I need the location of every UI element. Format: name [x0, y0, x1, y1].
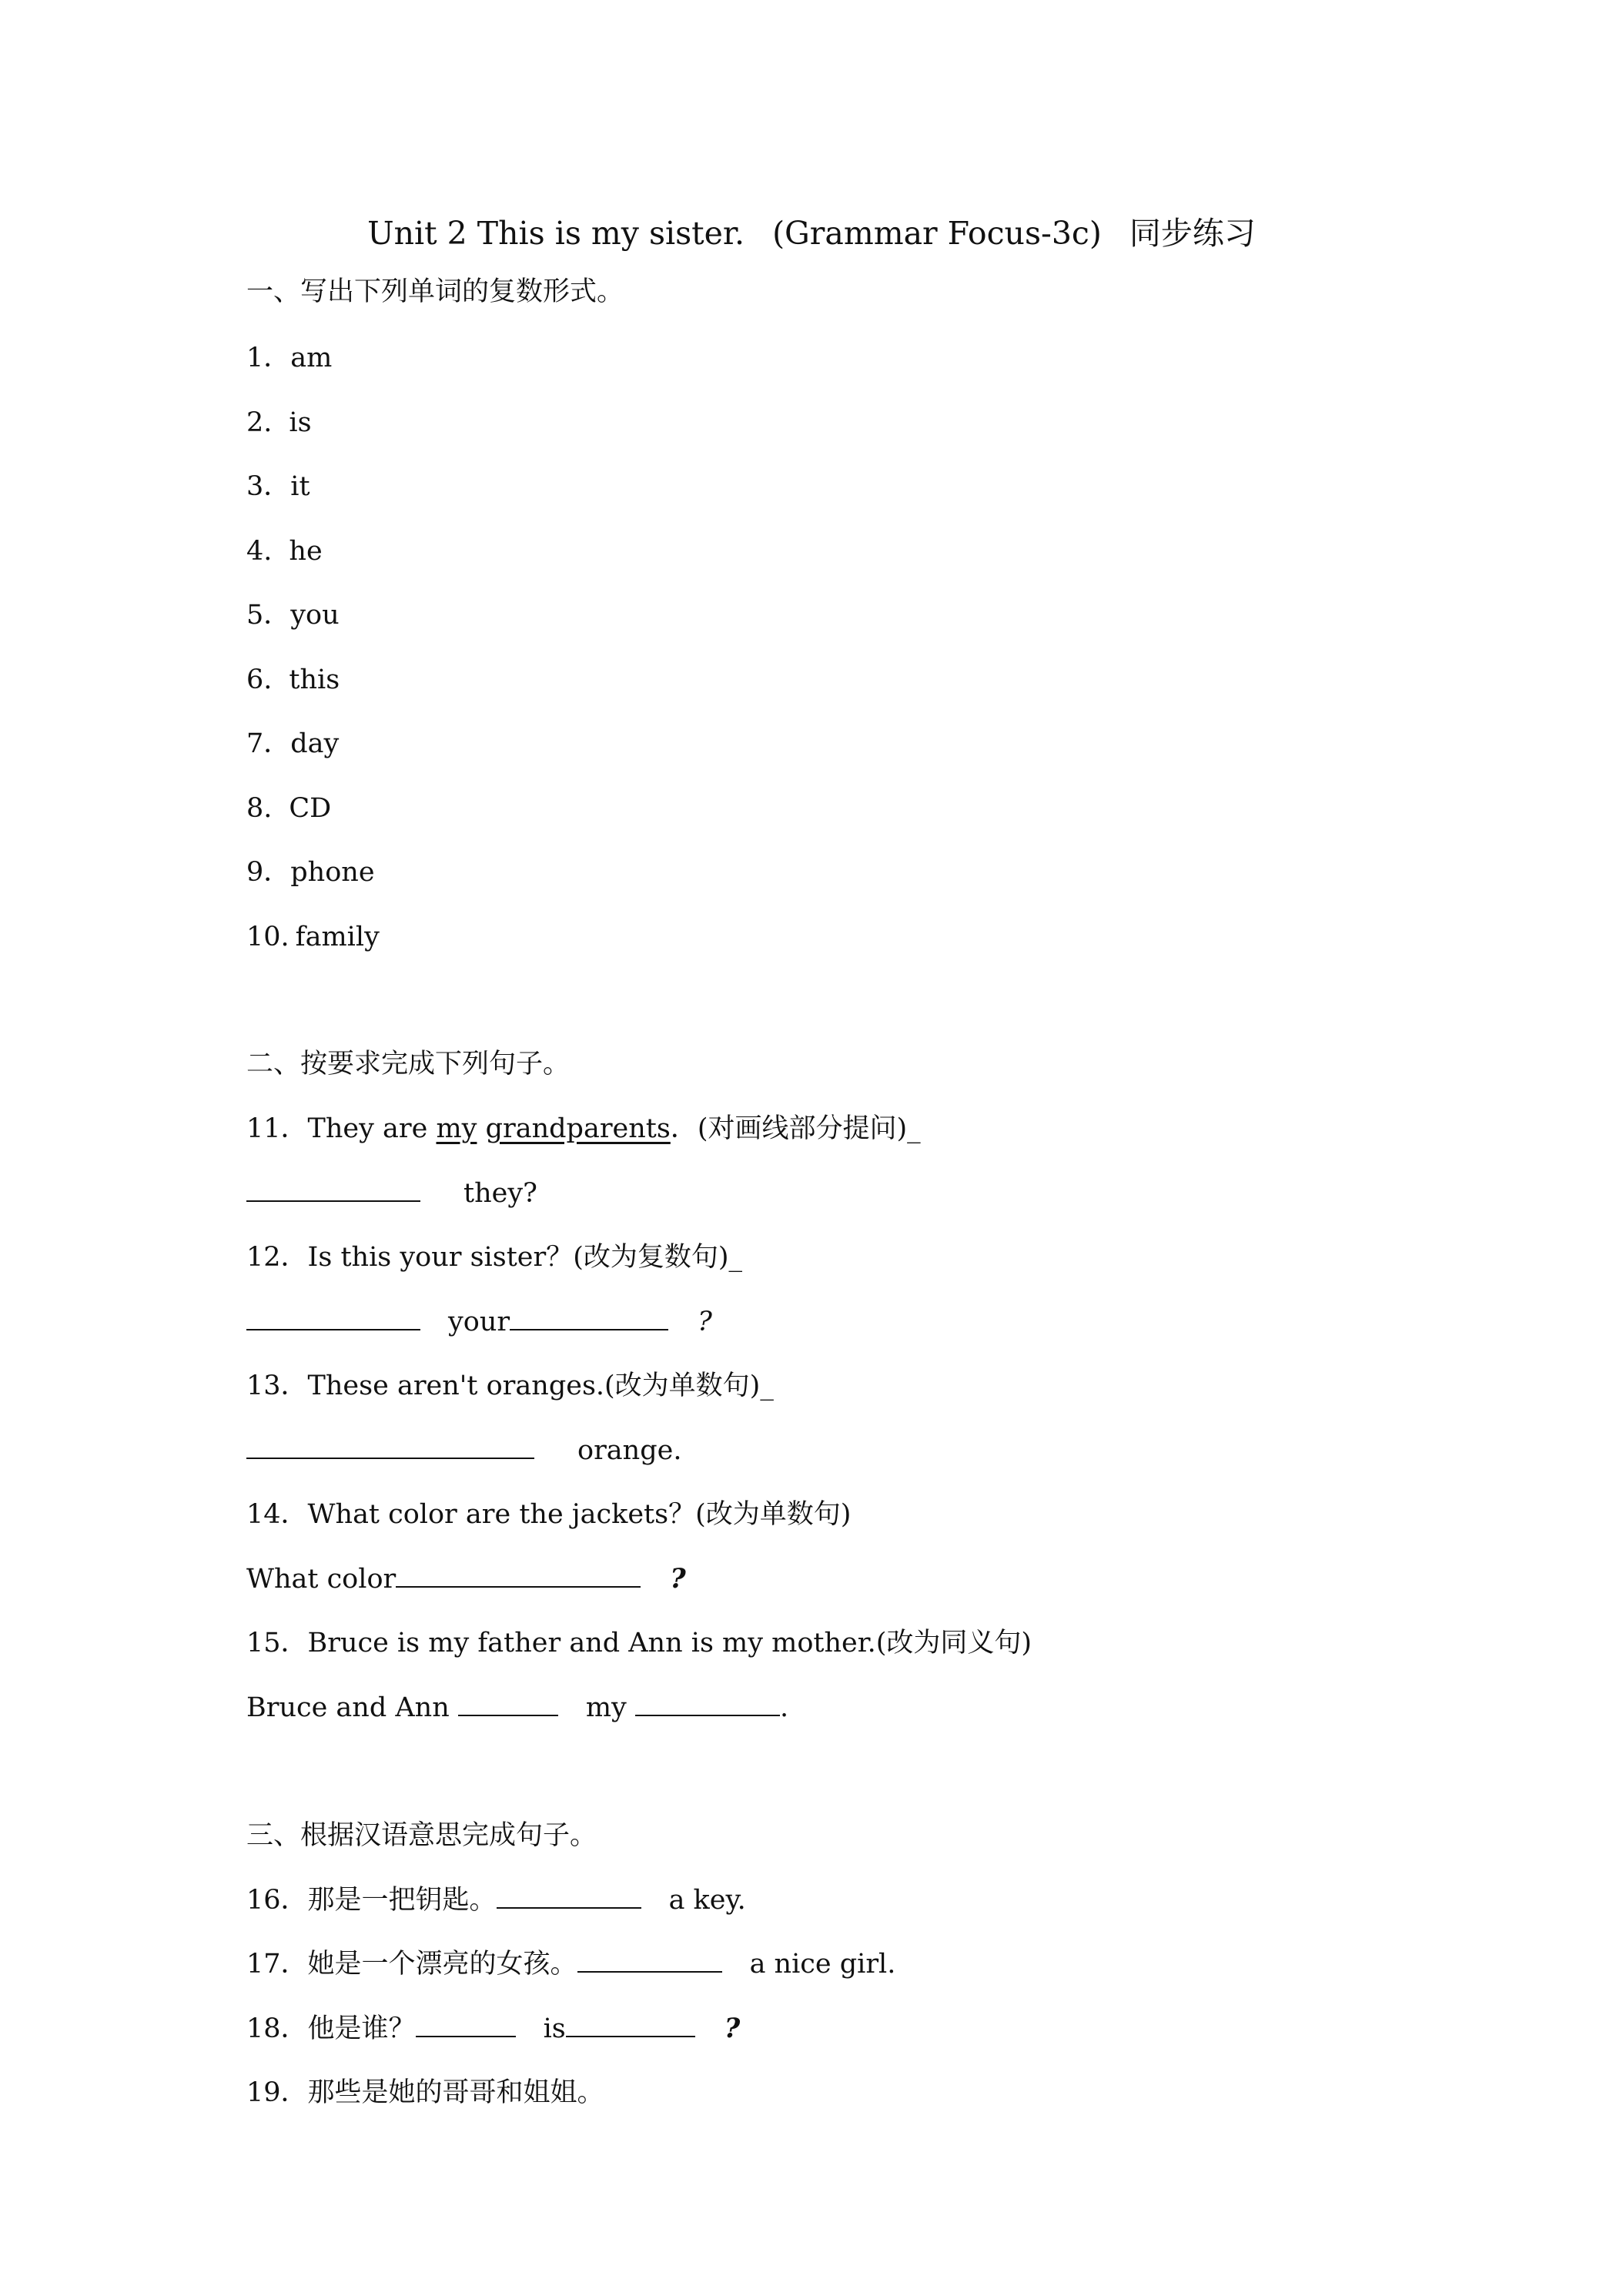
list-item: 10. family: [246, 922, 380, 952]
answer-blank[interactable]: [458, 1692, 558, 1716]
list-item: 9．phone: [246, 857, 375, 888]
underlined-word: grandparents: [485, 1113, 671, 1144]
section1-heading: 一、写出下列单词的复数形式。: [246, 276, 624, 307]
answer-blank[interactable]: [577, 1948, 722, 1973]
section3-heading: 三、根据汉语意思完成句子。: [246, 1820, 597, 1851]
list-item: 6. this: [246, 664, 340, 695]
title-sub: (Grammar Focus-3c): [772, 215, 1102, 252]
question-17: 17．她是一个漂亮的女孩。 a nice girl.: [246, 1949, 896, 1980]
answer-blank[interactable]: [566, 2013, 695, 2037]
question-15: 15．Bruce is my father and Ann is my mother.(改为同义句): [246, 1628, 1032, 1658]
list-item: 5．you: [246, 600, 340, 631]
list-item: 1．am: [246, 343, 333, 373]
answer-line-15: Bruce and Ann my .: [246, 1692, 789, 1723]
answer-blank[interactable]: [246, 1177, 420, 1202]
answer-blank[interactable]: [396, 1563, 641, 1588]
list-item: 4. he: [246, 536, 323, 567]
question-13: 13．These aren't oranges.(改为单数句)_: [246, 1371, 774, 1401]
question-18: 18．他是谁？ is ?: [246, 2013, 741, 2044]
question-11: 11．They are my grandparents．(对画线部分提问)_: [246, 1113, 921, 1144]
question-16: 16．那是一把钥匙。 a key.: [246, 1885, 746, 1916]
question-12: 12．Is this your sister？(改为复数句)_: [246, 1242, 743, 1273]
answer-blank[interactable]: [246, 1306, 420, 1330]
answer-blank[interactable]: [510, 1306, 668, 1330]
answer-line-12: your ?: [246, 1304, 712, 1340]
question-14: 14．What color are the jackets？(改为单数句): [246, 1499, 852, 1530]
page-title: [0, 208, 1623, 253]
list-item: 7．day: [246, 728, 340, 759]
answer-line-11: they?: [246, 1176, 537, 1211]
underlined-word: my: [436, 1113, 477, 1144]
title-main: Unit 2 This is my sister.: [367, 215, 745, 252]
list-item: 8. CD: [246, 793, 332, 824]
answer-blank[interactable]: [416, 2013, 516, 2037]
list-item: 3．it: [246, 471, 310, 502]
answer-blank[interactable]: [635, 1692, 780, 1716]
answer-blank[interactable]: [246, 1434, 534, 1459]
question-19: 19．那些是她的哥哥和姐姐。: [246, 2077, 604, 2108]
title-tag: 同步练习: [1129, 215, 1256, 252]
answer-blank[interactable]: [497, 1884, 641, 1909]
answer-line-14: What color ?: [246, 1563, 686, 1595]
section2-heading: 二、按要求完成下列句子。: [246, 1049, 571, 1079]
list-item: 2. is: [246, 407, 312, 438]
answer-line-13: orange.: [246, 1433, 681, 1468]
